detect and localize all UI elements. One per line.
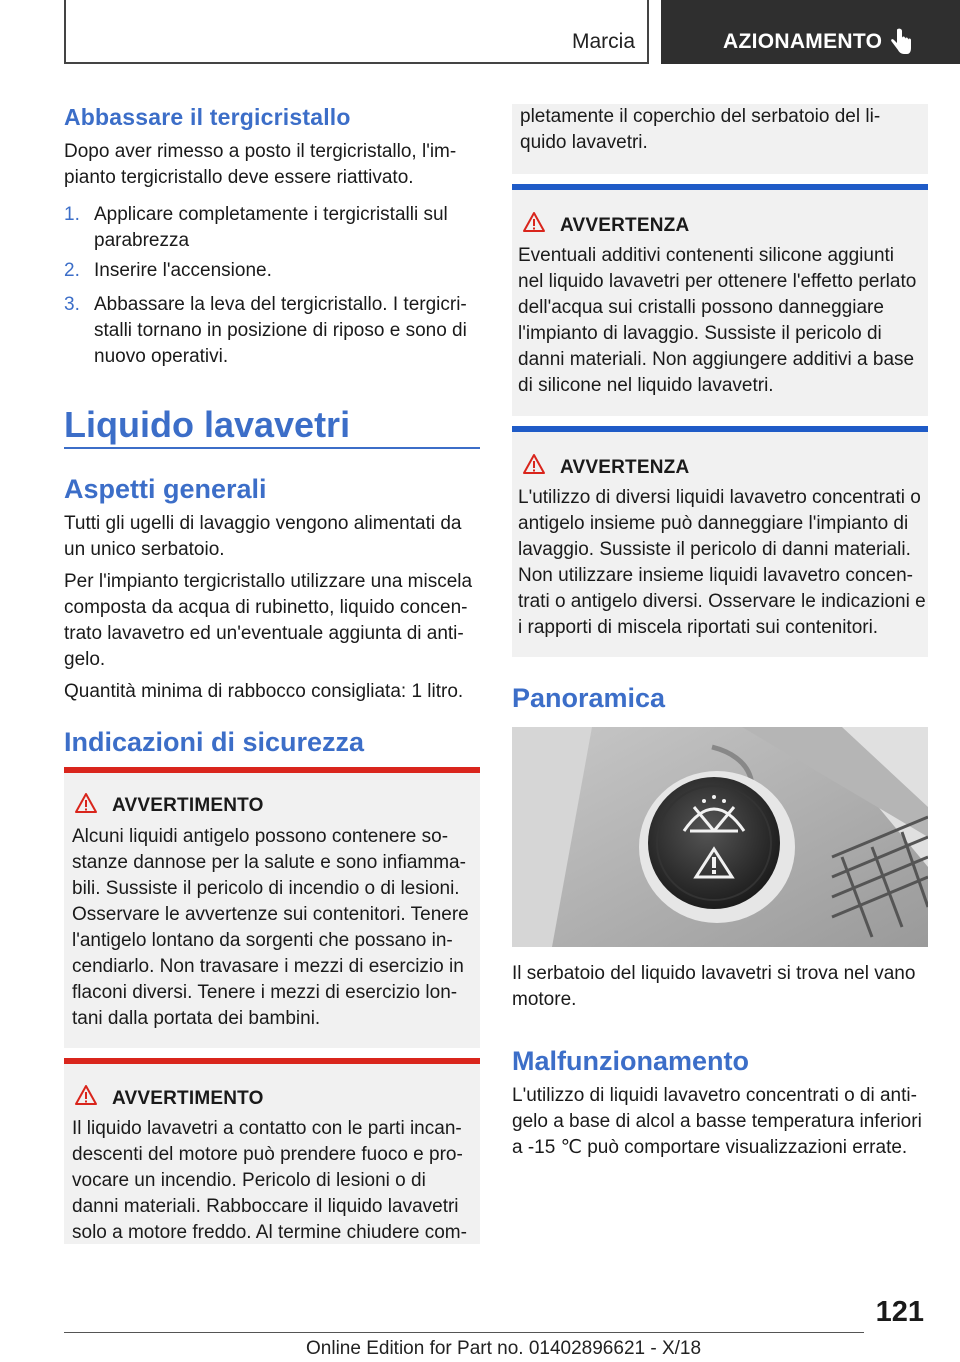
warning-text: Alcuni liquidi antigelo possono contenere so- bbox=[72, 826, 449, 847]
notice-text: lavaggio. Sussiste il pericolo di danni materiali. bbox=[518, 539, 911, 560]
photo-caption: Il serbatoio del liquido lavavetri si trova nel vano bbox=[512, 963, 916, 984]
photo-caption: motore. bbox=[512, 989, 577, 1010]
step-text: Abbassare la leva del tergicristallo. I tergicri- bbox=[94, 294, 467, 315]
warning-triangle-icon bbox=[74, 1084, 98, 1111]
warning-triangle-icon bbox=[74, 792, 98, 819]
notice-box bbox=[512, 184, 928, 416]
page-number: 121 bbox=[875, 1296, 924, 1328]
notice-text: i rapporti di miscela riportati sui contenitori. bbox=[518, 617, 879, 638]
notice-text: L'utilizzo di diversi liquidi lavavetro concentrati o bbox=[518, 487, 921, 508]
warning-title: AVVERTIMENTO bbox=[112, 1088, 264, 1109]
notice-text: nel liquido lavavetri per ottenere l'effetto perlato bbox=[518, 271, 917, 292]
heading-sicurezza: Indicazioni di sicurezza bbox=[64, 727, 365, 757]
paragraph-malfunzionamento: a -15 ℃ può comportare visualizzazioni errate. bbox=[512, 1137, 908, 1158]
step-text: Inserire l'accensione. bbox=[94, 260, 272, 281]
notice-text: antigelo insieme può danneggiare l'impianto di bbox=[518, 513, 909, 534]
hand-pointer-icon bbox=[889, 28, 913, 61]
header-section-label: Marcia bbox=[571, 30, 635, 53]
notice-text: l'impianto di lavaggio. Sussiste il pericolo di bbox=[518, 323, 882, 344]
header-section-tab bbox=[64, 0, 649, 64]
paragraph-abbassare-line2: pianto tergicristallo deve essere riattivato. bbox=[64, 167, 414, 188]
notice-text: di silicone nel liquido lavavetri. bbox=[518, 375, 774, 396]
paragraph-malfunzionamento: L'utilizzo di liquidi lavavetro concentrati o di anti- bbox=[512, 1085, 917, 1106]
warning-text: cendiarlo. Non travasare i mezzi di esercizio in bbox=[72, 956, 464, 977]
notice-bar bbox=[512, 184, 928, 190]
heading-liquido-lavavetri: Liquido lavavetri bbox=[64, 404, 351, 445]
heading-rule bbox=[64, 447, 480, 449]
warning-text: quido lavavetri. bbox=[520, 132, 648, 153]
warning-text: solo a motore freddo. Al termine chiudere com- bbox=[72, 1222, 467, 1243]
step-number: 1. bbox=[64, 204, 80, 225]
warning-title: AVVERTIMENTO bbox=[112, 795, 264, 816]
heading-aspetti-generali: Aspetti generali bbox=[64, 474, 267, 504]
notice-text: Non utilizzare insieme liquidi lavavetro concen- bbox=[518, 565, 913, 586]
warning-text: stanze dannose per la salute e sono infiamma- bbox=[72, 852, 466, 873]
paragraph-miscela: gelo. bbox=[64, 649, 106, 670]
warning-text: bili. Sussiste il pericolo di incendio o di lesioni. bbox=[72, 878, 460, 899]
warning-text: descenti del motore può prendere fuoco e pro- bbox=[72, 1144, 463, 1165]
step-text: parabrezza bbox=[94, 230, 190, 251]
paragraph-quantita: Quantità minima di rabbocco consigliata: 1 litro. bbox=[64, 681, 464, 702]
notice-text: danni materiali. Non aggiungere additivi a base bbox=[518, 349, 915, 370]
notice-title: AVVERTENZA bbox=[560, 215, 690, 236]
step-number: 3. bbox=[64, 294, 80, 315]
header-chapter-label: AZIONAMENTO bbox=[723, 30, 883, 53]
footer-edition: Online Edition for Part no. 01402896621 - X/18 bbox=[306, 1338, 702, 1359]
paragraph-malfunzionamento: gelo a base di alcol a basse temperatura inferiori bbox=[512, 1111, 922, 1132]
notice-bar bbox=[512, 426, 928, 432]
warning-text: l'antigelo lontano da sorgenti che possano in- bbox=[72, 930, 453, 951]
heading-malfunzionamento: Malfunzionamento bbox=[512, 1046, 749, 1076]
warning-box bbox=[64, 767, 480, 1048]
notice-text: trati o antigelo diversi. Osservare le indicazioni e bbox=[518, 591, 926, 612]
paragraph-miscela: Per l'impianto tergicristallo utilizzare una miscela bbox=[64, 571, 473, 592]
warning-text: vocare un incendio. Pericolo di lesioni o di bbox=[72, 1170, 426, 1191]
paragraph-miscela: composta da acqua di rubinetto, liquido concen- bbox=[64, 597, 468, 618]
notice-text: Eventuali additivi contenenti silicone aggiunti bbox=[518, 245, 895, 266]
warning-triangle-icon bbox=[522, 211, 546, 238]
notice-text: dell'acqua sui cristalli possono danneggiare bbox=[518, 297, 884, 318]
step-number: 2. bbox=[64, 260, 80, 281]
warning-text: pletamente il coperchio del serbatoio del li- bbox=[520, 106, 881, 127]
step-text: nuovo operativi. bbox=[94, 346, 229, 367]
warning-bar bbox=[64, 1058, 480, 1064]
warning-triangle-icon bbox=[522, 453, 546, 480]
notice-title: AVVERTENZA bbox=[560, 457, 690, 478]
warning-text: Il liquido lavavetri a contatto con le parti incan- bbox=[72, 1118, 462, 1139]
warning-text: tani dalla portata dei bambini. bbox=[72, 1008, 321, 1029]
warning-bar bbox=[64, 767, 480, 773]
paragraph-aspetti: un unico serbatoio. bbox=[64, 539, 225, 560]
warning-text: danni materiali. Rabboccare il liquido lavavetri bbox=[72, 1196, 459, 1217]
step-text: Applicare completamente i tergicristalli sul bbox=[94, 204, 448, 225]
warning-text: flaconi diversi. Tenere i mezzi di esercizio lon- bbox=[72, 982, 458, 1003]
footer-rule bbox=[64, 1332, 864, 1333]
paragraph-abbassare-line1: Dopo aver rimesso a posto il tergicristallo, l'im- bbox=[64, 141, 457, 162]
step-text: stalli tornano in posizione di riposo e sono di bbox=[94, 320, 467, 341]
washer-reservoir-photo bbox=[512, 727, 928, 947]
heading-abbassare: Abbassare il tergicristallo bbox=[64, 104, 351, 130]
heading-panoramica: Panoramica bbox=[512, 683, 666, 713]
warning-text: Osservare le avvertenze sui contenitori. Tenere bbox=[72, 904, 469, 925]
notice-box bbox=[512, 426, 928, 657]
header-chapter-tab bbox=[661, 0, 960, 64]
paragraph-aspetti: Tutti gli ugelli di lavaggio vengono alimentati da bbox=[64, 513, 462, 534]
warning-continuation-box bbox=[512, 104, 928, 174]
warning-box bbox=[64, 1058, 480, 1244]
paragraph-miscela: trato lavavetro ed un'eventuale aggiunta di anti- bbox=[64, 623, 464, 644]
